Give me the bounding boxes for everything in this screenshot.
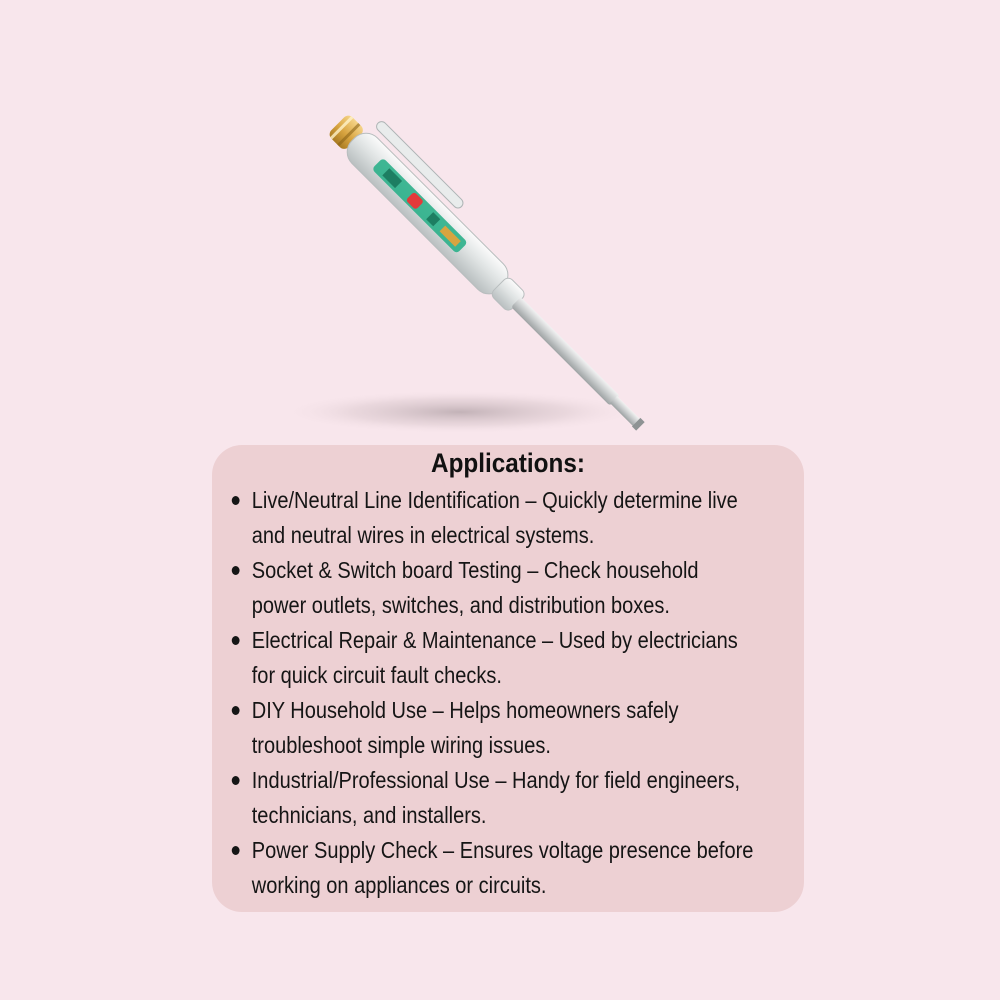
bullet-icon [232, 566, 240, 575]
list-item-line: power outlets, switches, and distribution boxes. [251, 592, 670, 618]
voltage-tester-pen-icon [250, 90, 690, 450]
list-item-line: working on appliances or circuits. [251, 872, 547, 898]
bullet-icon [232, 846, 240, 855]
list-item-line: DIY Household Use – Helps homeowners safely [251, 697, 679, 723]
list-item-line: Industrial/Professional Use – Handy for field engineers, [251, 767, 741, 793]
list-item [230, 833, 809, 903]
bullet-icon [232, 496, 240, 505]
applications-card [212, 445, 804, 912]
bullet-icon [232, 776, 240, 785]
drop-shadow [280, 390, 640, 434]
list-item-line: Socket & Switch board Testing – Check household [251, 557, 699, 583]
list-item-line: for quick circuit fault checks. [251, 662, 502, 688]
list-item [230, 623, 809, 693]
list-item [230, 553, 809, 623]
bullet-icon [232, 636, 240, 645]
product-image [250, 90, 690, 450]
list-item-line: troubleshoot simple wiring issues. [251, 732, 551, 758]
list-item [230, 693, 809, 763]
screwdriver-shaft [511, 297, 620, 406]
list-item [230, 483, 809, 553]
applications-title: Applications: [431, 448, 585, 478]
applications-list [230, 483, 810, 903]
list-item-line: Electrical Repair & Maintenance – Used by electricians [251, 627, 738, 653]
list-item-line: Power Supply Check – Ensures voltage presence before [251, 837, 754, 863]
list-item-line: Live/Neutral Line Identification – Quickly determine live [251, 487, 738, 513]
list-item [230, 763, 809, 833]
list-item-line: technicians, and installers. [251, 802, 487, 828]
list-item-line: and neutral wires in electrical systems. [251, 522, 595, 548]
bullet-icon [232, 706, 240, 715]
